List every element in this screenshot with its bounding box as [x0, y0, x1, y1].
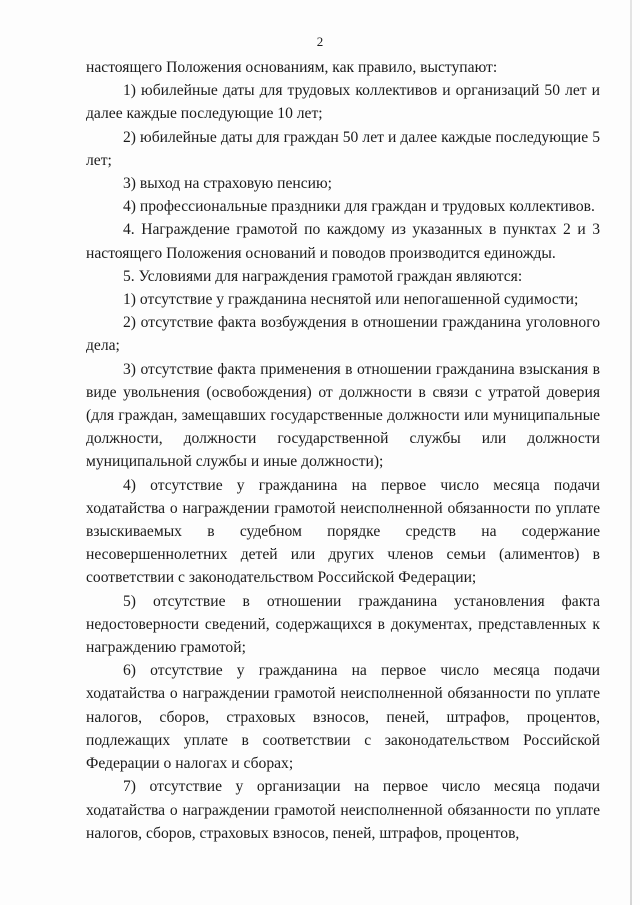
paragraph-condition-4: 4) отсутствие у гражданина на первое число месяца подачи ходатайства о награждении грамотой неисполненной обязанности по уплате взыскиваемых в судебном порядке средств на содержание несовершеннолетних детей или других членов семьи (алиментов) в соответствии с законодательством Российской Федерации;: [86, 476, 600, 587]
paragraph-condition-7: 7) отсутствие у организации на первое число месяца подачи ходатайства о награждении грамотой неисполненной обязанности по уплате налогов, сборов, страховых взносов, пеней, штрафов, процентов,: [86, 778, 600, 842]
scan-edge: [630, 0, 632, 905]
paragraph-condition-2: 2) отсутствие факта возбуждения в отношении гражданина уголовного дела;: [86, 314, 600, 355]
paragraph-condition-1: 1) отсутствие у гражданина неснятой или непогашенной судимости;: [123, 291, 579, 309]
document-body: [86, 56, 600, 845]
paragraph-item-2: 2) юбилейные даты для граждан 50 лет и далее каждые последующие 5 лет;: [86, 128, 600, 169]
paragraph-condition-3: 3) отсутствие факта применения в отношении гражданина взыскания в виде увольнения (освобождения) от должности в связи с утратой доверия (для граждан, замещавших государственные должности или муниципальные должности, должности государственной службы или должности муниципальной службы и иные должности);: [86, 360, 600, 471]
paragraph-item-4: 4) профессиональные праздники для граждан и трудовых коллективов.: [123, 198, 595, 216]
paragraph-condition-6: 6) отсутствие у гражданина на первое число месяца подачи ходатайства о награждении грамотой неисполненной обязанности по уплате налогов, сборов, страховых взносов, пеней, штрафов, процентов, подлежащих уплате в соответствии с законодательством Российской Федерации о налогах и сборах;: [86, 662, 600, 773]
paragraph-section-5: 5. Условиями для награждения грамотой граждан являются:: [123, 267, 523, 285]
paragraph-item-3: 3) выход на страховую пенсию;: [123, 175, 332, 193]
paragraph-item-1: 1) юбилейные даты для трудовых коллективов и организаций 50 лет и далее каждые последующие 10 лет;: [86, 82, 600, 123]
paragraph-intro: настоящего Положения основаниям, как правило, выступают:: [86, 59, 498, 76]
paragraph-condition-5: 5) отсутствие в отношении гражданина установления факта недостоверности сведений, содержащихся в документах, представленных к награждению грамотой;: [86, 592, 600, 657]
paragraph-section-4: 4. Награждение грамотой по каждому из указанных в пунктах 2 и 3 настоящего Положения оснований и поводов производится единожды.: [86, 221, 600, 262]
page-number: 2: [316, 34, 324, 49]
